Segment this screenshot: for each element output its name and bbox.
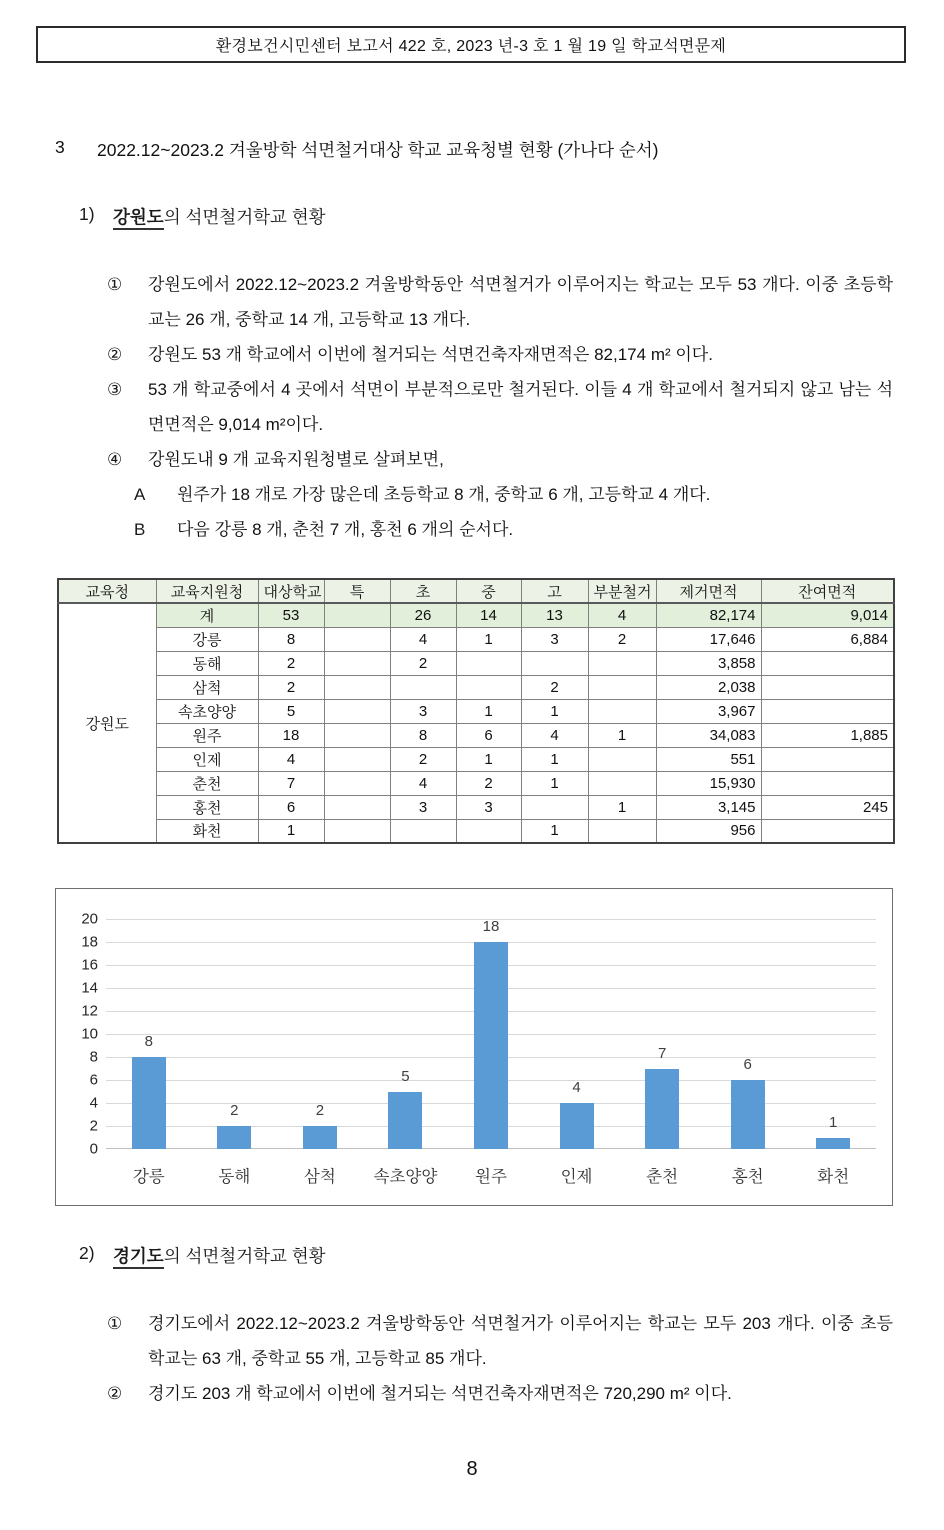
table-cell: 2 [588,627,656,651]
gyeonggi-heading-province: 경기도 [113,1246,164,1269]
table-cell [588,771,656,795]
table-cell: 7 [258,771,324,795]
table-row [58,651,894,675]
table-cell: 1,885 [761,723,894,747]
table-cell: 1 [588,795,656,819]
table-cell: 4 [521,723,588,747]
list-item-text: 강원도 53 개 학교에서 이번에 철거되는 석면건축자재면적은 82,174 m² 이다. [148,345,713,364]
table-cell: 1 [258,819,324,843]
x-category-label: 강릉 [132,1168,165,1186]
gyeonggi-heading-text [113,1243,326,1268]
gyeonggi-heading-rest: 의 석면철거학교 현황 [163,1246,326,1266]
table-cell [456,819,521,843]
list-item-marker: ① [107,275,123,294]
table-cell: 6,884 [761,627,894,651]
table-cell [324,747,390,771]
y-tick-label: 20 [81,910,98,928]
bar [816,1138,850,1150]
table-cell [761,675,894,699]
table-cell: 13 [521,603,588,627]
x-category-label: 홍천 [731,1168,764,1186]
table-cell: 1 [521,747,588,771]
list-item-text: 경기도 203 개 학교에서 이번에 철거되는 석면건축자재면적은 720,290 m² 이다. [148,1384,732,1403]
table-cell: 원주 [156,723,258,747]
gangwon-heading-text [113,204,326,229]
table-row [58,603,894,627]
table-cell [324,651,390,675]
table-cell [761,819,894,843]
list-item-marker: ④ [107,450,123,469]
table-cell [324,675,390,699]
table-region-cell: 강원도 [58,603,156,843]
table-cell: 인제 [156,747,258,771]
table-cell: 17,646 [656,627,761,651]
bar [303,1126,337,1149]
table-cell [456,651,521,675]
table-row [58,771,894,795]
table-cell: 5 [258,699,324,723]
list-item [107,1376,893,1411]
y-tick-label: 2 [89,1117,98,1135]
table-cell [521,795,588,819]
bar-value-label: 2 [230,1102,239,1119]
table-row [58,795,894,819]
gangwon-heading-rest: 의 석면철거학교 현황 [163,207,326,227]
gyeonggi-heading-number: 2) [79,1243,95,1263]
table-cell: 삼척 [156,675,258,699]
table-row [58,627,894,651]
table-cell: 2,038 [656,675,761,699]
bar-value-label: 18 [482,918,500,935]
list-item-text: 다음 강릉 8 개, 춘천 7 개, 홍천 6 개의 순서다. [177,520,514,539]
x-category-label: 삼척 [303,1168,336,1186]
table-cell: 2 [390,747,456,771]
list-item-marker: ① [107,1314,123,1333]
list-item-marker: A [134,485,146,504]
table-cell: 계 [156,603,258,627]
table-cell: 3,145 [656,795,761,819]
table-cell: 4 [258,747,324,771]
gyeonggi-item-list [107,1306,893,1411]
table-cell: 2 [390,651,456,675]
table-cell [456,675,521,699]
table-cell: 홍천 [156,795,258,819]
table-header-cell: 제거면적 [656,579,761,603]
gangwon-heading-number: 1) [79,204,95,224]
list-item [107,267,893,337]
bar-value-label: 1 [829,1113,838,1131]
report-header-box [36,26,906,63]
table-cell: 화천 [156,819,258,843]
table-cell [588,651,656,675]
table-cell: 3,967 [656,699,761,723]
table-cell: 1 [456,699,521,723]
x-category-label: 원주 [475,1168,507,1186]
section-heading [55,137,895,162]
table-cell [588,819,656,843]
list-item-text: 원주가 18 개로 가장 많은데 초등학교 8 개, 중학교 6 개, 고등학교 4 개다. [177,485,711,504]
table-cell: 1 [521,771,588,795]
table-cell: 3 [390,699,456,723]
table-cell: 8 [390,723,456,747]
table-cell: 2 [258,675,324,699]
table-cell: 동해 [156,651,258,675]
gangwon-bar-chart [55,888,893,1206]
x-category-label: 화천 [817,1168,850,1186]
table-cell [390,819,456,843]
gangwon-item-list [107,267,893,547]
table-cell [324,627,390,651]
table-cell: 4 [390,771,456,795]
table-cell: 4 [588,603,656,627]
page-number: 8 [466,1458,478,1480]
bar-value-label: 4 [572,1079,581,1096]
table-cell [521,651,588,675]
y-tick-label: 6 [89,1071,98,1089]
table-cell [324,699,390,723]
table-header-cell: 대상학교 [258,579,324,603]
table-cell [390,675,456,699]
bar-value-label: 6 [743,1056,752,1073]
list-item-text: 강원도에서 2022.12~2023.2 겨울방학동안 석면철거가 이루어지는 학교는 모두 53 개다. 이중 초등학교는 26 개, 중학교 14 개, 고등학교 13 개다. [148,275,893,329]
bar [474,942,508,1149]
table-cell: 3 [521,627,588,651]
bar [731,1080,765,1149]
table-cell [324,723,390,747]
x-category-label: 속초양양 [373,1168,438,1186]
section-title: 2022.12~2023.2 겨울방학 석면철거대상 학교 교육청별 현황 (가나다 순서) [97,140,659,160]
list-item-marker: B [134,520,146,539]
table-header-cell: 특 [324,579,390,603]
bar [560,1103,594,1149]
table-cell: 1 [588,723,656,747]
list-item [107,372,893,442]
table-cell [324,603,390,627]
table-cell: 245 [761,795,894,819]
table-cell [324,795,390,819]
table-cell: 3,858 [656,651,761,675]
x-category-label: 동해 [218,1168,251,1186]
bar-value-label: 8 [144,1033,153,1050]
y-tick-label: 16 [81,956,98,974]
table-cell: 956 [656,819,761,843]
table-cell: 속초양양 [156,699,258,723]
list-item [134,477,893,512]
bar [388,1092,422,1150]
table-cell: 1 [456,747,521,771]
table-cell: 82,174 [656,603,761,627]
table-cell: 1 [521,699,588,723]
list-item-marker: ② [107,345,123,364]
table-cell [761,699,894,723]
table-row [58,747,894,771]
table-cell: 4 [390,627,456,651]
table-cell [761,651,894,675]
table-cell: 6 [258,795,324,819]
list-item [134,512,893,547]
table-cell: 3 [456,795,521,819]
table-cell: 9,014 [761,603,894,627]
y-tick-label: 12 [81,1002,98,1020]
report-header-title: 환경보건시민센터 보고서 422 호, 2023 년-3 호 1 월 19 일 학교석면문제 [215,38,727,55]
list-item-text: 경기도에서 2022.12~2023.2 겨울방학동안 석면철거가 이루어지는 학교는 모두 203 개다. 이중 초등학교는 63 개, 중학교 55 개, 고등학교 85 개다. [148,1314,893,1368]
table-cell [588,699,656,723]
table-cell: 2 [258,651,324,675]
gangwon-heading-province: 강원도 [113,207,164,230]
bar [645,1069,679,1150]
bar [217,1126,251,1149]
y-tick-label: 0 [89,1140,98,1158]
table-cell: 3 [390,795,456,819]
list-item-text: 강원도내 9 개 교육지원청별로 살펴보면, [148,450,444,469]
gangwon-heading [79,204,326,229]
table-cell: 2 [521,675,588,699]
table-cell: 2 [456,771,521,795]
gangwon-table [57,578,895,844]
table-cell: 551 [656,747,761,771]
list-item-marker: ② [107,1384,123,1403]
table-row [58,819,894,843]
table-cell: 1 [521,819,588,843]
gyeonggi-heading [79,1243,326,1268]
x-category-label: 인제 [560,1168,593,1186]
x-category-label: 춘천 [646,1168,679,1186]
table-cell: 강릉 [156,627,258,651]
table-cell: 1 [456,627,521,651]
list-item [107,337,893,372]
table-row [58,699,894,723]
list-item [107,1306,893,1376]
table-cell: 15,930 [656,771,761,795]
table-header-cell: 부분철거 [588,579,656,603]
table-header-cell: 초 [390,579,456,603]
section-number: 3 [55,137,65,157]
bar-value-label: 5 [401,1067,410,1085]
table-cell [324,771,390,795]
table-cell [324,819,390,843]
list-item-marker: ③ [107,380,123,399]
bar-value-label: 2 [315,1102,325,1119]
table-header-row [58,579,894,603]
y-tick-label: 14 [81,979,98,997]
table-cell: 8 [258,627,324,651]
bar-value-label: 7 [657,1044,667,1062]
table-cell: 14 [456,603,521,627]
list-item [107,442,893,477]
table-header-cell: 교육지원청 [156,579,258,603]
table-cell [761,771,894,795]
bar [132,1057,166,1149]
y-tick-label: 18 [81,933,98,951]
table-header-cell: 교육청 [58,579,156,603]
y-tick-label: 10 [81,1025,98,1043]
table-header-cell: 잔여면적 [761,579,894,603]
table-header-cell: 중 [456,579,521,603]
y-tick-label: 4 [89,1094,98,1112]
table-cell: 34,083 [656,723,761,747]
table-row [58,675,894,699]
table-cell: 53 [258,603,324,627]
table-cell: 18 [258,723,324,747]
table-cell: 춘천 [156,771,258,795]
table-cell: 26 [390,603,456,627]
table-header-cell: 고 [521,579,588,603]
table-cell [761,747,894,771]
y-tick-label: 8 [89,1048,98,1066]
table-cell [588,675,656,699]
list-item-text: 53 개 학교중에서 4 곳에서 석면이 부분적으로만 철거된다. 이들 4 개 학교에서 철거되지 않고 남는 석면면적은 9,014 m²이다. [148,380,893,434]
table-row [58,723,894,747]
table-cell: 6 [456,723,521,747]
table-cell [588,747,656,771]
